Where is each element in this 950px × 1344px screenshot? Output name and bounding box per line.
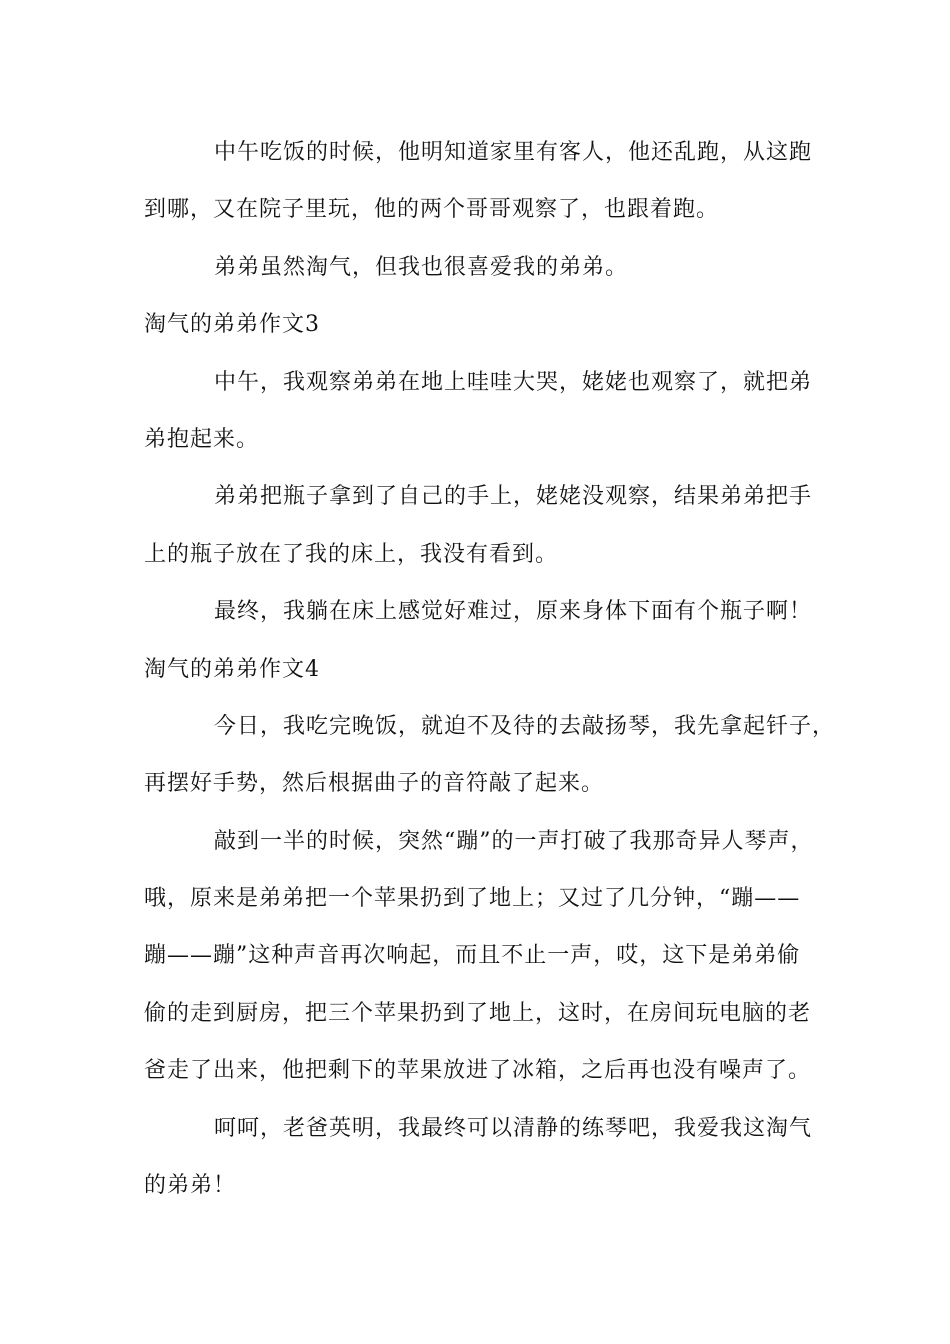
paragraph-line: 弟弟虽然淘气，但我也很喜爱我的弟弟。 [214, 254, 629, 280]
paragraph-line: 上的瓶子放在了我的床上，我没有看到。 [144, 541, 559, 567]
paragraph-line: 偷的走到厨房，把三个苹果扔到了地上，这时，在房间玩电脑的老 [144, 1000, 812, 1026]
paragraph-line: 哦，原来是弟弟把一个苹果扔到了地上；又过了几分钟，“蹦—— [144, 886, 801, 912]
document-body [144, 124, 836, 1214]
paragraph-line: 今日，我吃完晚饭，就迫不及待的去敲扬琴，我先拿起钎子， [214, 713, 836, 739]
paragraph-line: 中午，我观察弟弟在地上哇哇大哭，姥姥也观察了，就把弟 [214, 369, 813, 395]
paragraph-line: 的弟弟！ [144, 1173, 237, 1199]
paragraph-line: 弟弟把瓶子拿到了自己的手上，姥姥没观察，结果弟弟把手 [214, 484, 813, 510]
paragraph-line: 到哪，又在院子里玩，他的两个哥哥观察了，也跟着跑。 [144, 197, 720, 223]
paragraph-line: 中午吃饭的时候，他明知道家里有客人，他还乱跑，从这跑 [214, 140, 813, 165]
section-heading: 淘气的弟弟作文4 [144, 656, 320, 682]
paragraph-line: 呵呵，老爸英明，我最终可以清静的练琴吧，我爱我这淘气 [214, 1115, 813, 1141]
paragraph-line: 弟抱起来。 [144, 426, 260, 452]
section-heading: 淘气的弟弟作文3 [144, 312, 320, 338]
paragraph-line: 敲到一半的时候，突然“蹦”的一声打破了我那奇异人琴声， [214, 828, 814, 854]
paragraph-line: 再摆好手势，然后根据曲子的音符敲了起来。 [144, 771, 605, 797]
paragraph-line: 蹦——蹦”这种声音再次响起，而且不止一声，哎，这下是弟弟偷 [144, 943, 801, 969]
paragraph-line: 最终，我躺在床上感觉好难过，原来身体下面有个瓶子啊！ [214, 599, 813, 625]
paragraph-line: 爸走了出来，他把剩下的苹果放进了冰箱，之后再也没有噪声了。 [144, 1058, 812, 1084]
